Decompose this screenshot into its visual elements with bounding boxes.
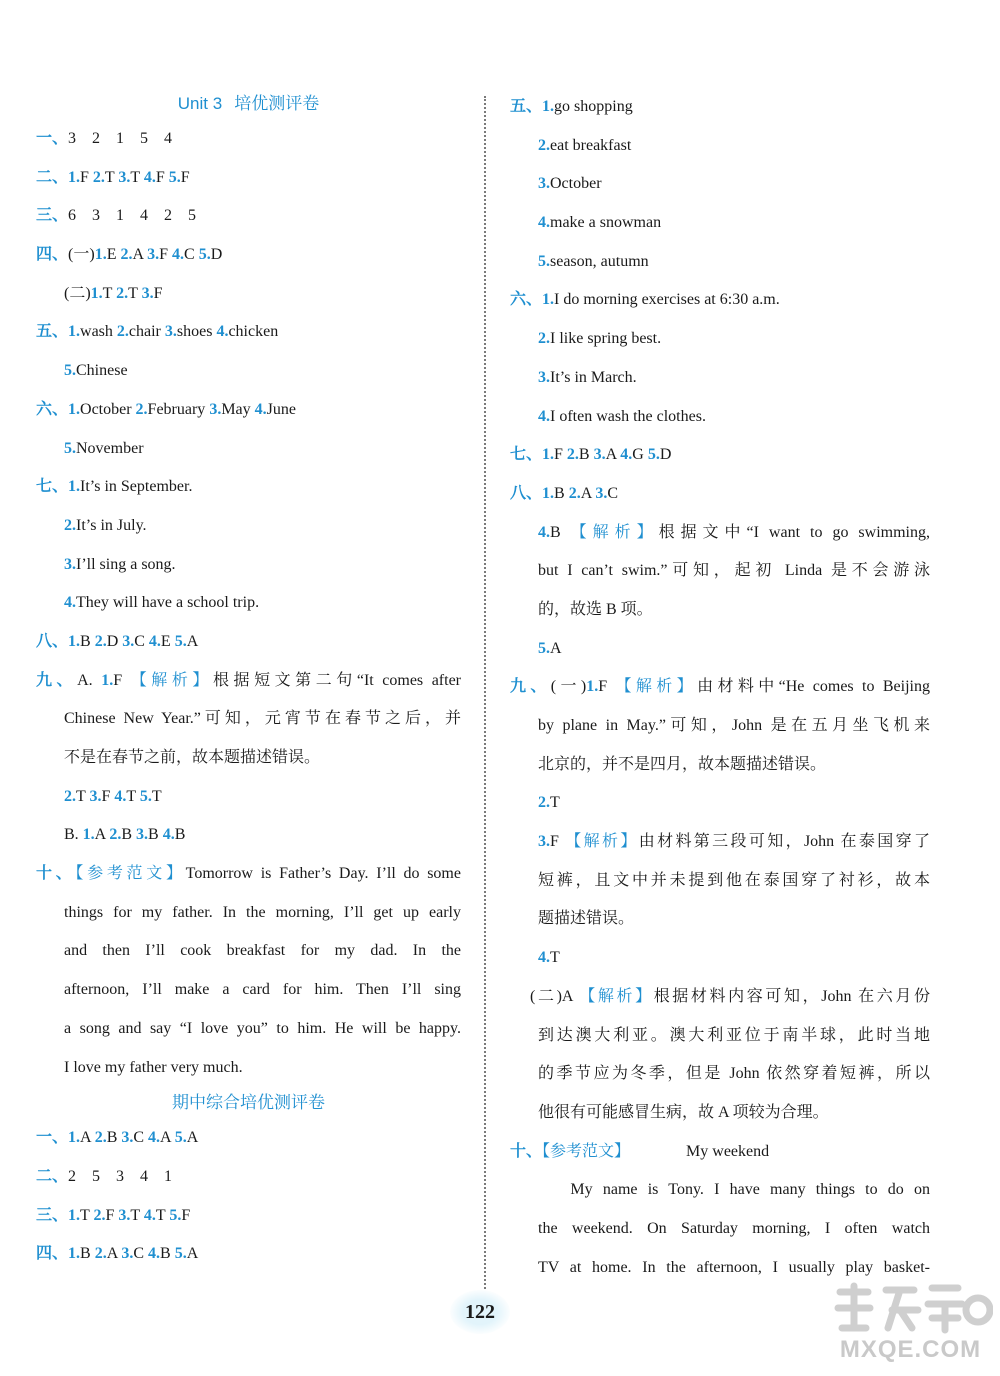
question-number: 八、1.: [510, 484, 555, 502]
answer-text: B: [160, 1245, 175, 1263]
question-number: 2.: [94, 1129, 107, 1147]
answer-line: [510, 436, 930, 475]
section-title-text: 期中综合培优测评卷: [172, 1093, 325, 1113]
answer-text: A: [80, 1129, 95, 1147]
answer-text: 北京的，并不是四月，故本题描述错误。: [538, 755, 827, 773]
answer-line: [510, 88, 930, 127]
answer-text: B: [148, 826, 163, 844]
question-number: 2.: [566, 446, 579, 464]
explanation-tag: 【参考范文】: [542, 1142, 623, 1160]
question-number: 3.: [136, 826, 149, 844]
answer-text: make a snowman: [550, 214, 662, 232]
question-number: 5.: [538, 252, 550, 270]
answer-text: B: [550, 523, 571, 541]
question-number: 3.: [147, 246, 160, 264]
answer-line: [510, 1017, 930, 1056]
answer-text: T: [130, 1206, 144, 1224]
answer-line: [510, 630, 930, 669]
answer-text: I’ll sing a song.: [76, 555, 176, 573]
answer-text: (二)A: [530, 987, 580, 1005]
question-number: 4.: [148, 632, 161, 650]
question-number: 5.: [64, 362, 76, 380]
answer-text: F: [550, 833, 566, 851]
answer-text: T: [130, 168, 144, 186]
question-number: 4.: [148, 1129, 161, 1147]
answer-text: It’s in September.: [80, 478, 193, 496]
answer-text: 的，故选 B 项。: [538, 600, 653, 618]
page-number-badge: [450, 1290, 510, 1334]
question-number: 1.: [101, 671, 114, 689]
answer-line: [510, 862, 930, 901]
answer-text: F: [180, 168, 190, 186]
answer-line: [36, 662, 461, 701]
question-number: 4.: [148, 1245, 161, 1263]
question-number: 八、1.: [36, 632, 81, 650]
question-number: 七、1.: [510, 446, 555, 464]
question-number: 2.: [568, 484, 581, 502]
answer-text: the weekend. On Saturday morning, I often watch: [538, 1219, 930, 1237]
question-number: 3.: [538, 175, 550, 193]
answer-text: F: [80, 168, 93, 186]
question-number: 5.: [538, 639, 550, 657]
answer-text: T: [104, 168, 119, 186]
answer-text: C: [134, 632, 149, 650]
answer-text: 的季节应为冬季，但是 John 依然穿着短裤，所以: [538, 1065, 930, 1083]
question-number: 4.: [538, 949, 550, 967]
answer-text: T: [76, 787, 90, 805]
question-number: 3.: [121, 1129, 134, 1147]
column-divider: [484, 96, 486, 1301]
question-number: 2.: [64, 516, 76, 534]
answer-text: 根据材料内容可知，John 在六月份: [653, 987, 930, 1005]
answer-text: (一): [550, 678, 587, 696]
answer-line: [510, 359, 930, 398]
answer-line: [36, 584, 461, 623]
answer-text: 由材料中“He comes to Beijing: [697, 678, 930, 696]
watermark-icon: [828, 1278, 993, 1338]
answer-text: D: [106, 632, 123, 650]
answer-line: [510, 243, 930, 282]
answer-text: B: [174, 826, 186, 844]
answer-text: C: [607, 484, 619, 502]
answer-text: A: [186, 632, 199, 650]
answer-line: [36, 313, 461, 352]
question-number: 3.: [209, 400, 222, 418]
answer-text: A: [605, 446, 621, 464]
answer-line: [510, 784, 930, 823]
explanation-tag: 【解析】: [565, 833, 639, 851]
answer-line: [36, 623, 461, 662]
question-number: 六、1.: [36, 400, 81, 418]
question-number: 4.: [538, 407, 550, 425]
question-number: 2.: [538, 330, 550, 348]
section-title-text: Unit 3: [177, 94, 223, 113]
answer-line: [510, 591, 930, 630]
answer-text: Chinese: [76, 362, 128, 380]
answer-line: [36, 778, 461, 817]
answer-text: I love my father very much.: [64, 1058, 243, 1076]
question-number: 2.: [538, 794, 550, 812]
answer-line: [510, 746, 930, 785]
answer-line: [36, 236, 461, 275]
explanation-tag: 【解析】: [570, 523, 659, 541]
question-number: 4.: [216, 323, 229, 341]
answer-line: [510, 204, 930, 243]
answer-text: F: [105, 1206, 119, 1224]
section-title: [36, 1087, 461, 1119]
question-number: 3.: [64, 555, 76, 573]
answer-text: F: [181, 1206, 191, 1224]
question-number: 九、: [510, 678, 551, 696]
answer-text: October: [550, 175, 602, 193]
question-number: 4.: [162, 826, 175, 844]
question-number: 五、1.: [510, 98, 555, 115]
question-number: 5.: [174, 1129, 187, 1147]
answer-text: B: [106, 1129, 122, 1147]
answer-text: November: [76, 439, 144, 457]
answer-text: Tomorrow is Father’s Day. I’ll do some: [185, 865, 461, 883]
answer-text: C: [184, 246, 199, 264]
answer-text: I do morning exercises at 6:30 a.m.: [554, 291, 780, 309]
question-number: 三、1.: [36, 1206, 81, 1224]
answer-text: T: [155, 1206, 170, 1224]
question-number: 3.: [118, 168, 131, 186]
explanation-tag: 【解析】: [130, 671, 213, 689]
question-number: 十、: [510, 1142, 543, 1160]
answer-text: T: [80, 1206, 94, 1224]
answer-line: [36, 391, 461, 430]
answer-text: and then I’ll cook breakfast for my dad. In the: [64, 942, 461, 960]
answer-line: [36, 546, 461, 585]
answer-text: Chinese New Year.”可知，元宵节在春节之后，并: [64, 710, 461, 728]
question-number: 4.: [114, 787, 127, 805]
right-column: [510, 88, 930, 1287]
answer-text: but I can’t swim.”可知，起初 Linda 是不会游泳: [538, 562, 930, 580]
section-title-text: 培优测评卷: [234, 94, 320, 113]
answer-text: chicken: [228, 323, 279, 341]
answer-text: 由材料第三段可知，John 在泰国穿了: [638, 833, 930, 851]
answer-line: [36, 197, 461, 236]
answer-line: [510, 707, 930, 746]
answer-line: [510, 127, 930, 166]
explanation-tag: 【解析】: [615, 678, 698, 696]
answer-line: [510, 1094, 930, 1133]
question-number: 5.: [647, 446, 660, 464]
question-number: 3.: [593, 446, 606, 464]
watermark-text: MXQE.COM: [839, 1336, 982, 1363]
answer-text: B: [121, 826, 137, 844]
answer-text: I often wash the clothes.: [550, 407, 706, 425]
answer-line: [36, 932, 461, 971]
answer-text: 3 2 1 5 4: [68, 130, 173, 147]
page-number: 122: [465, 1301, 495, 1323]
answer-text: C: [133, 1129, 149, 1147]
question-number: 2.: [94, 632, 107, 650]
answer-text: B.: [64, 826, 83, 844]
question-number: 3.: [122, 632, 135, 650]
answer-text: 根据短文第二句“It comes after: [212, 671, 461, 689]
answer-text: 2 5 3 4 1: [68, 1167, 173, 1185]
answer-text: season, autumn: [550, 252, 649, 270]
answer-text: D: [210, 246, 223, 264]
question-number: 2.: [64, 787, 76, 805]
answer-line: [36, 468, 461, 507]
answer-line: [36, 120, 461, 159]
question-number: 5.: [174, 1245, 187, 1263]
answer-text: things for my father. In the morning, I’ll get up early: [64, 903, 461, 921]
answer-line: [36, 971, 461, 1010]
answer-text: E: [106, 246, 121, 264]
answer-text: 短裤，且文中并未提到他在泰国穿了衬衫，故本: [538, 871, 930, 889]
answer-text: F: [113, 671, 131, 689]
answer-text: go shopping: [554, 98, 633, 115]
answer-text: T: [151, 787, 162, 805]
answer-line: [36, 1119, 461, 1158]
answer-text: A: [186, 1245, 199, 1263]
answer-line: [36, 1049, 461, 1088]
answer-line: [36, 507, 461, 546]
answer-text: October: [80, 400, 136, 418]
question-number: 4.: [538, 214, 550, 232]
answer-line: [510, 939, 930, 978]
question-number: 一、: [36, 130, 69, 147]
question-number: 5.: [174, 632, 187, 650]
question-number: 3.: [118, 1206, 131, 1224]
question-number: 3.: [538, 368, 550, 386]
answer-text: D: [659, 446, 672, 464]
question-number: 3.: [164, 323, 177, 341]
answer-line: [510, 668, 930, 707]
answer-line: [36, 816, 461, 855]
answer-line: [510, 978, 930, 1017]
answer-text: A: [106, 1245, 122, 1263]
question-number: 3.: [538, 833, 550, 851]
answer-text: eat breakfast: [550, 136, 632, 154]
question-number: 3.: [121, 1245, 134, 1263]
question-number: 3.: [89, 787, 102, 805]
answer-text: 到达澳大利亚。澳大利亚位于南半球，此时当地: [538, 1026, 930, 1044]
answer-line: [36, 739, 461, 778]
question-number: 1.: [94, 246, 107, 264]
answer-text: They will have a school trip.: [76, 594, 260, 612]
answer-text: It’s in March.: [550, 368, 637, 386]
answer-text: 题描述错误。: [538, 910, 635, 928]
question-number: 5.: [198, 246, 211, 264]
answer-text: 他很有可能感冒生病，故 A 项较为合理。: [538, 1103, 829, 1121]
answer-line: [510, 281, 930, 320]
question-number: 六、1.: [510, 291, 555, 309]
question-number: 3.: [595, 484, 608, 502]
question-number: 三、: [36, 207, 69, 225]
answer-line: [36, 1158, 461, 1197]
answer-text: a song and say “I love you” to him. He will be happy.: [64, 1019, 461, 1037]
answer-line: [36, 352, 461, 391]
answer-text: T: [126, 787, 140, 805]
question-number: 2.: [120, 246, 133, 264]
question-number: 5.: [139, 787, 152, 805]
answer-line: [36, 855, 461, 894]
answer-text: A: [132, 246, 148, 264]
answer-text: G: [632, 446, 648, 464]
question-number: 二、1.: [36, 168, 81, 186]
question-number: 2.: [538, 136, 550, 154]
answer-text: A.: [77, 671, 102, 689]
answer-text: A: [186, 1129, 199, 1147]
question-number: 1.: [586, 678, 599, 696]
answer-line: [510, 900, 930, 939]
answer-text: It’s in July.: [76, 516, 147, 534]
answer-text: wash: [80, 323, 117, 341]
answer-text: T: [128, 284, 142, 302]
question-number: 2.: [109, 826, 122, 844]
answer-text: B: [578, 446, 594, 464]
answer-text: afternoon, I’ll make a card for him. Then I’ll sing: [64, 981, 461, 999]
answer-line: [510, 1171, 930, 1210]
watermark-logo: [828, 1278, 993, 1368]
answer-text: February: [147, 400, 210, 418]
answer-line: [36, 275, 461, 314]
answer-text: A: [160, 1129, 175, 1147]
question-number: 5.: [64, 439, 76, 457]
answer-text: 根据文中“I want to go swimming,: [658, 523, 930, 541]
answer-text: chair: [128, 323, 165, 341]
answer-line: [510, 552, 930, 591]
answer-line: [36, 1010, 461, 1049]
question-number: 十、: [36, 865, 76, 883]
answer-line: [36, 700, 461, 739]
answer-text: F: [159, 246, 173, 264]
answer-text: E: [160, 632, 175, 650]
left-column: [36, 88, 461, 1274]
answer-text: B: [80, 632, 95, 650]
question-number: 一、1.: [36, 1129, 81, 1147]
answer-text: T: [550, 949, 560, 967]
answer-line: [510, 320, 930, 359]
explanation-tag: 【解析】: [579, 987, 654, 1005]
question-number: 1.: [90, 284, 103, 302]
answer-text: My weekend: [622, 1142, 770, 1160]
question-number: 2.: [116, 284, 129, 302]
question-number: 2.: [93, 1206, 106, 1224]
answer-line: [510, 165, 930, 204]
question-number: 4.: [538, 523, 550, 541]
answer-text: F: [155, 168, 169, 186]
answer-text: F: [153, 284, 163, 302]
answer-text: May: [221, 400, 255, 418]
question-number: 2.: [116, 323, 129, 341]
answer-text: (二): [64, 284, 91, 302]
answer-text: (一): [68, 246, 95, 264]
question-number: 5.: [169, 1206, 182, 1224]
question-number: 4.: [254, 400, 267, 418]
question-number: 1.: [82, 826, 95, 844]
answer-text: by plane in May.”可知，John 是在五月坐飞机来: [538, 717, 930, 734]
question-number: 4.: [172, 246, 185, 264]
question-number: 四、1.: [36, 1245, 81, 1263]
answer-line: [36, 159, 461, 198]
answer-text: My name is Tony. I have many things to do on: [538, 1181, 930, 1199]
answer-text: A: [94, 826, 110, 844]
answer-text: F: [598, 678, 616, 696]
answer-line: [510, 1055, 930, 1094]
answer-line: [510, 1133, 930, 1172]
answer-text: T: [102, 284, 117, 302]
question-number: 2.: [92, 168, 105, 186]
question-number: 4.: [620, 446, 633, 464]
answer-text: B: [554, 484, 569, 502]
answer-text: 6 3 1 4 2 5: [68, 207, 197, 225]
question-number: 四、: [36, 246, 69, 264]
answer-text: F: [101, 787, 115, 805]
question-number: 2.: [135, 400, 148, 418]
answer-text: 不是在春节之前，故本题描述错误。: [64, 749, 321, 766]
answer-line: [36, 1197, 461, 1236]
question-number: 3.: [141, 284, 154, 302]
answer-text: T: [550, 794, 560, 812]
answer-line: [510, 823, 930, 862]
question-number: 4.: [143, 168, 156, 186]
question-number: 七、1.: [36, 478, 81, 496]
answer-text: A: [580, 484, 596, 502]
answer-text: B: [80, 1245, 95, 1263]
answer-line: [510, 398, 930, 437]
answer-text: F: [554, 446, 567, 464]
answer-text: I like spring best.: [550, 330, 662, 348]
explanation-tag: 【参考范文】: [75, 865, 186, 883]
answer-text: shoes: [176, 323, 217, 341]
section-title: [36, 88, 461, 120]
answer-line: [36, 894, 461, 933]
question-number: 4.: [64, 594, 76, 612]
answer-line: [36, 1235, 461, 1274]
answer-text: TV at home. In the afternoon, I usually play basket-: [538, 1258, 930, 1276]
question-number: 2.: [94, 1245, 107, 1263]
answer-line: [36, 430, 461, 469]
answer-text: C: [133, 1245, 149, 1263]
answer-line: [510, 1210, 930, 1249]
question-number: 二、: [36, 1167, 69, 1185]
answer-line: [510, 514, 930, 553]
answer-text: A: [550, 639, 562, 657]
answer-text: June: [266, 400, 296, 418]
answer-line: [510, 475, 930, 514]
question-number: 5.: [168, 168, 181, 186]
question-number: 九、: [36, 671, 78, 689]
question-number: 五、1.: [36, 323, 81, 341]
question-number: 4.: [143, 1206, 156, 1224]
